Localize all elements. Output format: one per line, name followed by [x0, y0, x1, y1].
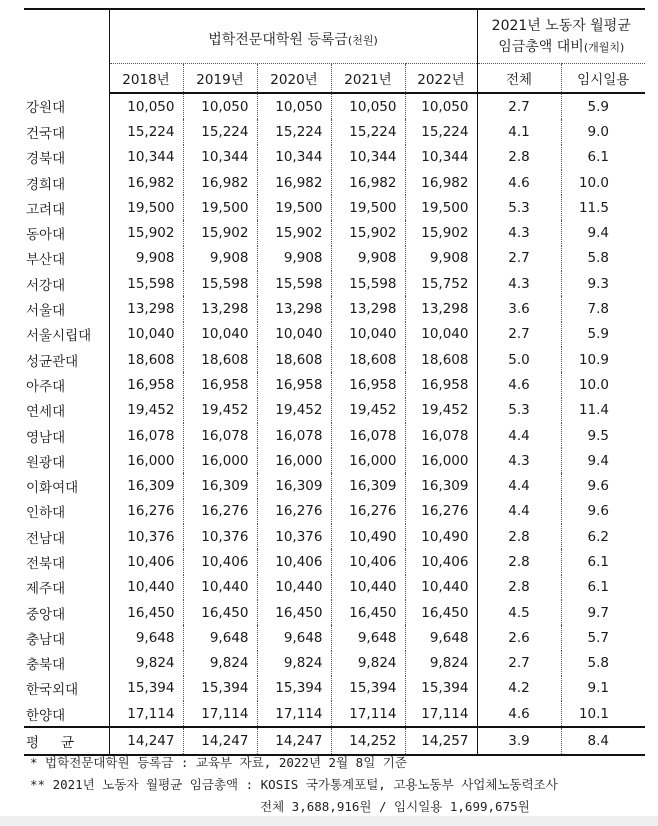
wage-ratio-temp: 9.6 — [587, 503, 610, 520]
tuition-2022: 18,608 — [405, 347, 477, 372]
tuition-2020: 15,224 — [257, 119, 331, 144]
wage-ratio-total: 2.8 — [477, 145, 561, 170]
tuition-2019: 15,598 — [183, 271, 257, 296]
wage-ratio-temp: 11.4 — [578, 402, 610, 419]
school-name: 서울대 — [24, 296, 109, 321]
tuition-2018: 9,908 — [109, 246, 183, 271]
wage-ratio-temp: 9.6 — [587, 478, 610, 495]
tuition-2018: 19,500 — [109, 195, 183, 220]
tuition-2019: 17,114 — [183, 701, 257, 727]
school-name: 제주대 — [24, 575, 109, 600]
school-name: 중앙대 — [24, 600, 109, 625]
tuition-2019: 9,648 — [183, 625, 257, 650]
tuition-2020: 10,344 — [257, 145, 331, 170]
tuition-2019: 15,394 — [183, 676, 257, 701]
tuition-2019: 16,309 — [183, 473, 257, 498]
tuition-2020: 16,958 — [257, 372, 331, 397]
wage-ratio-total: 2.7 — [477, 93, 561, 119]
wage-ratio-total: 4.3 — [477, 220, 561, 245]
tuition-2021: 16,309 — [331, 473, 405, 498]
table-row — [24, 170, 645, 195]
wage-ratio-temp: 9.3 — [587, 275, 610, 292]
tuition-2021: 9,648 — [331, 625, 405, 650]
wage-ratio-total: 2.8 — [477, 575, 561, 600]
school-name: 충남대 — [24, 625, 109, 650]
tuition-2022: 16,309 — [405, 473, 477, 498]
table-row — [24, 372, 645, 397]
wage-ratio-total: 2.7 — [477, 651, 561, 676]
tuition-2022: 16,276 — [405, 499, 477, 524]
school-name: 인하대 — [24, 499, 109, 524]
tuition-table — [24, 8, 645, 756]
tuition-2018: 10,406 — [109, 549, 183, 574]
table-row — [24, 676, 645, 701]
tuition-2021: 9,824 — [331, 651, 405, 676]
wage-ratio-temp: 10.9 — [578, 351, 610, 368]
tuition-2019: 16,958 — [183, 372, 257, 397]
school-name: 아주대 — [24, 372, 109, 397]
wage-ratio-total: 4.4 — [477, 499, 561, 524]
tuition-2022: 10,040 — [405, 322, 477, 347]
tuition-2020: 16,982 — [257, 170, 331, 195]
tuition-2021: 10,040 — [331, 322, 405, 347]
wage-unit: (개월치) — [583, 40, 625, 54]
tuition-2021: 16,078 — [331, 423, 405, 448]
wage-ratio-temp: 10.1 — [578, 705, 610, 722]
wage-ratio-total: 4.3 — [477, 448, 561, 473]
tuition-2020: 16,309 — [257, 473, 331, 498]
wage-header-temp: 임시일용 — [561, 64, 645, 94]
wage-ratio-temp: 5.7 — [587, 629, 610, 646]
wage-ratio-temp: 9.5 — [587, 427, 610, 444]
tuition-2020: 17,114 — [257, 701, 331, 727]
average-tuition-2022: 14,257 — [405, 727, 477, 755]
tuition-2018: 16,450 — [109, 600, 183, 625]
school-name: 부산대 — [24, 246, 109, 271]
footnotes — [30, 752, 650, 818]
tuition-2019: 18,608 — [183, 347, 257, 372]
tuition-2018: 15,224 — [109, 119, 183, 144]
table-row — [24, 246, 645, 271]
wage-ratio-total: 3.6 — [477, 296, 561, 321]
tuition-2021: 10,344 — [331, 145, 405, 170]
table-row — [24, 473, 645, 498]
tuition-2022: 16,982 — [405, 170, 477, 195]
tuition-2018: 10,040 — [109, 322, 183, 347]
school-name: 전북대 — [24, 549, 109, 574]
tuition-2018: 15,598 — [109, 271, 183, 296]
wage-header-total: 전체 — [477, 64, 561, 94]
tuition-2018: 19,452 — [109, 398, 183, 423]
tuition-2019: 13,298 — [183, 296, 257, 321]
tuition-2018: 17,114 — [109, 701, 183, 727]
tuition-2021: 16,958 — [331, 372, 405, 397]
tuition-2022: 13,298 — [405, 296, 477, 321]
tuition-2021: 10,050 — [331, 93, 405, 119]
tuition-2020: 9,648 — [257, 625, 331, 650]
table-row — [24, 651, 645, 676]
wage-ratio-total: 4.5 — [477, 600, 561, 625]
tuition-2020: 15,598 — [257, 271, 331, 296]
tuition-2019: 9,824 — [183, 651, 257, 676]
school-name: 원광대 — [24, 448, 109, 473]
table-row — [24, 398, 645, 423]
bottom-band — [0, 816, 658, 826]
wage-ratio-temp: 5.9 — [587, 326, 610, 343]
school-name: 강원대 — [24, 93, 109, 119]
tuition-2018: 10,344 — [109, 145, 183, 170]
tuition-header — [109, 9, 477, 64]
school-name: 충북대 — [24, 651, 109, 676]
wage-ratio-temp: 9.7 — [587, 604, 610, 621]
tuition-2019: 15,902 — [183, 220, 257, 245]
tuition-2021: 15,224 — [331, 119, 405, 144]
wage-ratio-total: 4.4 — [477, 423, 561, 448]
wage-ratio-total: 2.8 — [477, 524, 561, 549]
average-tuition-2020: 14,247 — [257, 727, 331, 755]
school-name: 경희대 — [24, 170, 109, 195]
tuition-2018: 16,276 — [109, 499, 183, 524]
table-row — [24, 93, 645, 119]
wage-ratio-total: 5.3 — [477, 398, 561, 423]
table-row — [24, 145, 645, 170]
tuition-2019: 16,982 — [183, 170, 257, 195]
table-row — [24, 524, 645, 549]
school-name: 영남대 — [24, 423, 109, 448]
school-name: 고려대 — [24, 195, 109, 220]
tuition-2021: 16,982 — [331, 170, 405, 195]
year-header-2020: 2020년 — [257, 64, 331, 94]
wage-ratio-temp: 6.1 — [587, 579, 610, 596]
tuition-2018: 10,440 — [109, 575, 183, 600]
tuition-2022: 10,490 — [405, 524, 477, 549]
tuition-2022: 9,648 — [405, 625, 477, 650]
table-row — [24, 423, 645, 448]
tuition-2019: 16,450 — [183, 600, 257, 625]
tuition-2018: 16,982 — [109, 170, 183, 195]
table-row — [24, 271, 645, 296]
tuition-2020: 10,406 — [257, 549, 331, 574]
school-name: 성균관대 — [24, 347, 109, 372]
tuition-2019: 16,078 — [183, 423, 257, 448]
tuition-2022: 10,406 — [405, 549, 477, 574]
wage-ratio-total: 4.6 — [477, 372, 561, 397]
footnote-wage-values: 전체 3,688,916원 / 임시일용 1,699,675원 — [260, 799, 530, 814]
average-tuition-2018: 14,247 — [109, 727, 183, 755]
school-name: 전남대 — [24, 524, 109, 549]
tuition-2022: 15,394 — [405, 676, 477, 701]
tuition-2018: 9,824 — [109, 651, 183, 676]
tuition-2022: 10,344 — [405, 145, 477, 170]
wage-ratio-temp: 6.1 — [587, 149, 610, 166]
tuition-2018: 15,902 — [109, 220, 183, 245]
wage-ratio-total: 2.7 — [477, 246, 561, 271]
tuition-2021: 17,114 — [331, 701, 405, 727]
school-name: 서강대 — [24, 271, 109, 296]
wage-ratio-temp: 9.1 — [587, 680, 610, 697]
average-tuition-2019: 14,247 — [183, 727, 257, 755]
school-name: 연세대 — [24, 398, 109, 423]
table-row — [24, 347, 645, 372]
footnote-tuition-source: * 법학전문대학원 등록금 : 교육부 자료, 2022년 2월 8일 기준 — [30, 755, 407, 770]
table-row — [24, 220, 645, 245]
wage-title-line1: 2021년 노동자 월평균 — [491, 17, 631, 34]
table-row — [24, 701, 645, 727]
tuition-2018: 16,078 — [109, 423, 183, 448]
tuition-2020: 16,000 — [257, 448, 331, 473]
tuition-2022: 16,958 — [405, 372, 477, 397]
school-name: 건국대 — [24, 119, 109, 144]
table-row — [24, 119, 645, 144]
wage-ratio-total: 2.7 — [477, 322, 561, 347]
tuition-2021: 10,440 — [331, 575, 405, 600]
wage-ratio-temp: 5.8 — [587, 655, 610, 672]
wage-ratio-temp: 11.5 — [578, 199, 610, 216]
tuition-2019: 15,224 — [183, 119, 257, 144]
school-name: 동아대 — [24, 220, 109, 245]
tuition-2020: 15,394 — [257, 676, 331, 701]
tuition-2022: 17,114 — [405, 701, 477, 727]
tuition-2018: 10,376 — [109, 524, 183, 549]
tuition-2022: 16,078 — [405, 423, 477, 448]
tuition-2020: 19,500 — [257, 195, 331, 220]
tuition-2020: 10,440 — [257, 575, 331, 600]
tuition-2021: 16,276 — [331, 499, 405, 524]
average-wage-temp: 8.4 — [561, 727, 645, 755]
tuition-2018: 16,309 — [109, 473, 183, 498]
wage-ratio-total: 2.8 — [477, 549, 561, 574]
wage-ratio-total: 4.1 — [477, 119, 561, 144]
average-wage-total: 3.9 — [477, 727, 561, 755]
tuition-2021: 19,452 — [331, 398, 405, 423]
average-tuition-2021: 14,252 — [331, 727, 405, 755]
table-row — [24, 625, 645, 650]
tuition-2019: 16,276 — [183, 499, 257, 524]
tuition-2022: 16,450 — [405, 600, 477, 625]
tuition-2020: 15,902 — [257, 220, 331, 245]
tuition-2018: 15,394 — [109, 676, 183, 701]
wage-ratio-temp: 6.2 — [587, 528, 610, 545]
school-name: 한국외대 — [24, 676, 109, 701]
wage-ratio-temp: 5.9 — [587, 98, 610, 115]
tuition-2020: 10,050 — [257, 93, 331, 119]
tuition-2021: 15,902 — [331, 220, 405, 245]
tuition-2019: 10,440 — [183, 575, 257, 600]
tuition-2021: 15,598 — [331, 271, 405, 296]
average-label: 평 균 — [24, 727, 109, 755]
school-name: 이화여대 — [24, 473, 109, 498]
table-row — [24, 195, 645, 220]
tuition-2020: 16,078 — [257, 423, 331, 448]
tuition-2020: 9,824 — [257, 651, 331, 676]
tuition-2021: 18,608 — [331, 347, 405, 372]
tuition-2021: 13,298 — [331, 296, 405, 321]
wage-ratio-temp: 10.0 — [578, 174, 610, 191]
table-row — [24, 499, 645, 524]
wage-ratio-temp: 6.1 — [587, 553, 610, 570]
year-header-2019: 2019년 — [183, 64, 257, 94]
table-row — [24, 322, 645, 347]
tuition-2019: 16,000 — [183, 448, 257, 473]
table-row — [24, 296, 645, 321]
school-name: 경북대 — [24, 145, 109, 170]
wage-ratio-total: 2.6 — [477, 625, 561, 650]
table-row — [24, 575, 645, 600]
tuition-2020: 16,450 — [257, 600, 331, 625]
wage-ratio-total: 4.6 — [477, 170, 561, 195]
tuition-2020: 10,040 — [257, 322, 331, 347]
year-header-2021: 2021년 — [331, 64, 405, 94]
tuition-2019: 19,452 — [183, 398, 257, 423]
wage-ratio-temp: 10.0 — [578, 376, 610, 393]
table-row — [24, 600, 645, 625]
tuition-2022: 9,908 — [405, 246, 477, 271]
tuition-2022: 19,452 — [405, 398, 477, 423]
tuition-2018: 13,298 — [109, 296, 183, 321]
tuition-2019: 10,406 — [183, 549, 257, 574]
tuition-2020: 18,608 — [257, 347, 331, 372]
tuition-2019: 9,908 — [183, 246, 257, 271]
tuition-2019: 19,500 — [183, 195, 257, 220]
year-header-2022: 2022년 — [405, 64, 477, 94]
tuition-title: 법학전문대학원 등록금 — [208, 31, 348, 48]
tuition-unit: (천원) — [347, 33, 378, 47]
wage-title-line2: 임금총액 대비 — [498, 38, 584, 55]
wage-ratio-temp: 9.0 — [587, 123, 610, 140]
footnote-wage-source: ** 2021년 노동자 월평균 임금총액 : KOSIS 국가통계포털, 고용노동부 사업체노동력조사 — [30, 777, 558, 792]
school-name: 한양대 — [24, 701, 109, 727]
year-header-2018: 2018년 — [109, 64, 183, 94]
tuition-2018: 10,050 — [109, 93, 183, 119]
wage-ratio-total: 4.3 — [477, 271, 561, 296]
tuition-2022: 15,224 — [405, 119, 477, 144]
tuition-2022: 10,050 — [405, 93, 477, 119]
wage-ratio-temp: 9.4 — [587, 452, 610, 469]
tuition-2019: 10,050 — [183, 93, 257, 119]
tuition-2021: 16,000 — [331, 448, 405, 473]
table-row — [24, 549, 645, 574]
wage-ratio-temp: 7.8 — [587, 301, 610, 318]
school-name: 서울시립대 — [24, 322, 109, 347]
tuition-2021: 10,406 — [331, 549, 405, 574]
tuition-2020: 16,276 — [257, 499, 331, 524]
tuition-2019: 10,344 — [183, 145, 257, 170]
tuition-2018: 9,648 — [109, 625, 183, 650]
wage-ratio-temp: 5.8 — [587, 250, 610, 267]
tuition-2021: 19,500 — [331, 195, 405, 220]
tuition-2019: 10,376 — [183, 524, 257, 549]
tuition-2022: 15,752 — [405, 271, 477, 296]
tuition-2018: 18,608 — [109, 347, 183, 372]
wage-header — [477, 9, 645, 64]
wage-ratio-temp: 9.4 — [587, 225, 610, 242]
wage-ratio-total: 5.3 — [477, 195, 561, 220]
tuition-2021: 15,394 — [331, 676, 405, 701]
tuition-2022: 19,500 — [405, 195, 477, 220]
tuition-2020: 9,908 — [257, 246, 331, 271]
tuition-2020: 10,376 — [257, 524, 331, 549]
tuition-2021: 9,908 — [331, 246, 405, 271]
tuition-2019: 10,040 — [183, 322, 257, 347]
table-row — [24, 448, 645, 473]
tuition-2022: 16,000 — [405, 448, 477, 473]
wage-ratio-total: 4.4 — [477, 473, 561, 498]
tuition-2022: 10,440 — [405, 575, 477, 600]
tuition-2020: 13,298 — [257, 296, 331, 321]
wage-ratio-total: 4.6 — [477, 701, 561, 727]
tuition-2018: 16,958 — [109, 372, 183, 397]
tuition-2022: 15,902 — [405, 220, 477, 245]
tuition-2020: 19,452 — [257, 398, 331, 423]
tuition-2018: 16,000 — [109, 448, 183, 473]
corner-cell — [24, 9, 109, 93]
wage-ratio-total: 5.0 — [477, 347, 561, 372]
tuition-2021: 10,490 — [331, 524, 405, 549]
tuition-2022: 9,824 — [405, 651, 477, 676]
tuition-2021: 16,450 — [331, 600, 405, 625]
wage-ratio-total: 4.2 — [477, 676, 561, 701]
